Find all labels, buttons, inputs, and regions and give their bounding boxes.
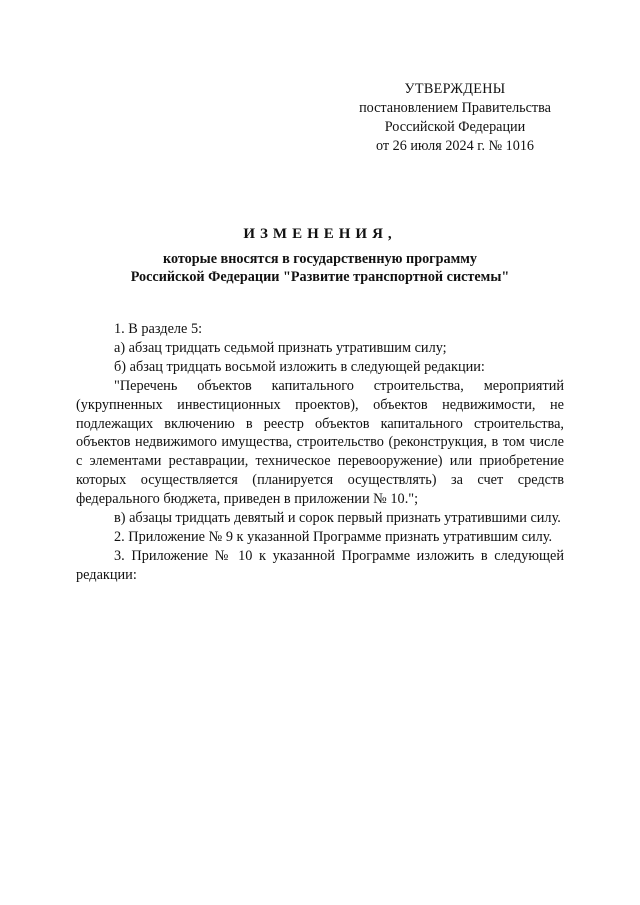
- document-heading: [70, 225, 570, 287]
- paragraph: а) абзац тридцать седьмой признать утратившим силу;: [114, 339, 447, 356]
- paragraph: 2. Приложение № 9 к указанной Программе признать утратившим силу.: [114, 528, 553, 545]
- paragraph: 1. В разделе 5:: [114, 321, 203, 337]
- document-body: [76, 320, 564, 585]
- document-title: ИЗМЕНЕНИЯ,: [243, 226, 397, 242]
- approval-stamp: [340, 80, 570, 156]
- document-subtitle-line-2: Российской Федерации "Развитие транспортной системы": [130, 269, 510, 285]
- document-subtitle-line-1: которые вносятся в государственную программу: [162, 250, 478, 267]
- paragraph-quote: "Перечень объектов капитального строительства, мероприятий (укрупненных инвестиционных проектов), объектов недвижимости, не подлежащих включению в реестр объектов капитального строительства, объектов недвижимого имущества, строительство (реконструкция, в том числе с элементами реставрации, техническое перевооружение) или приобретение которых осуществляется (планируется осуществлять) за счет средств федерального бюджета, приведен в приложении № 10.";: [76, 377, 564, 508]
- paragraph: 3. Приложение № 10 к указанной Программе изложить в следующей редакции:: [76, 547, 564, 583]
- paragraph: в) абзацы тридцать девятый и сорок первый признать утратившими силу.: [114, 510, 561, 527]
- approval-title: УТВЕРЖДЕНЫ: [404, 81, 506, 97]
- approval-line-2: Российской Федерации: [384, 119, 526, 135]
- approval-line-3: от 26 июля 2024 г. № 1016: [375, 138, 535, 154]
- paragraph: б) абзац тридцать восьмой изложить в следующей редакции:: [114, 358, 485, 375]
- approval-line-1: постановлением Правительства: [359, 100, 551, 116]
